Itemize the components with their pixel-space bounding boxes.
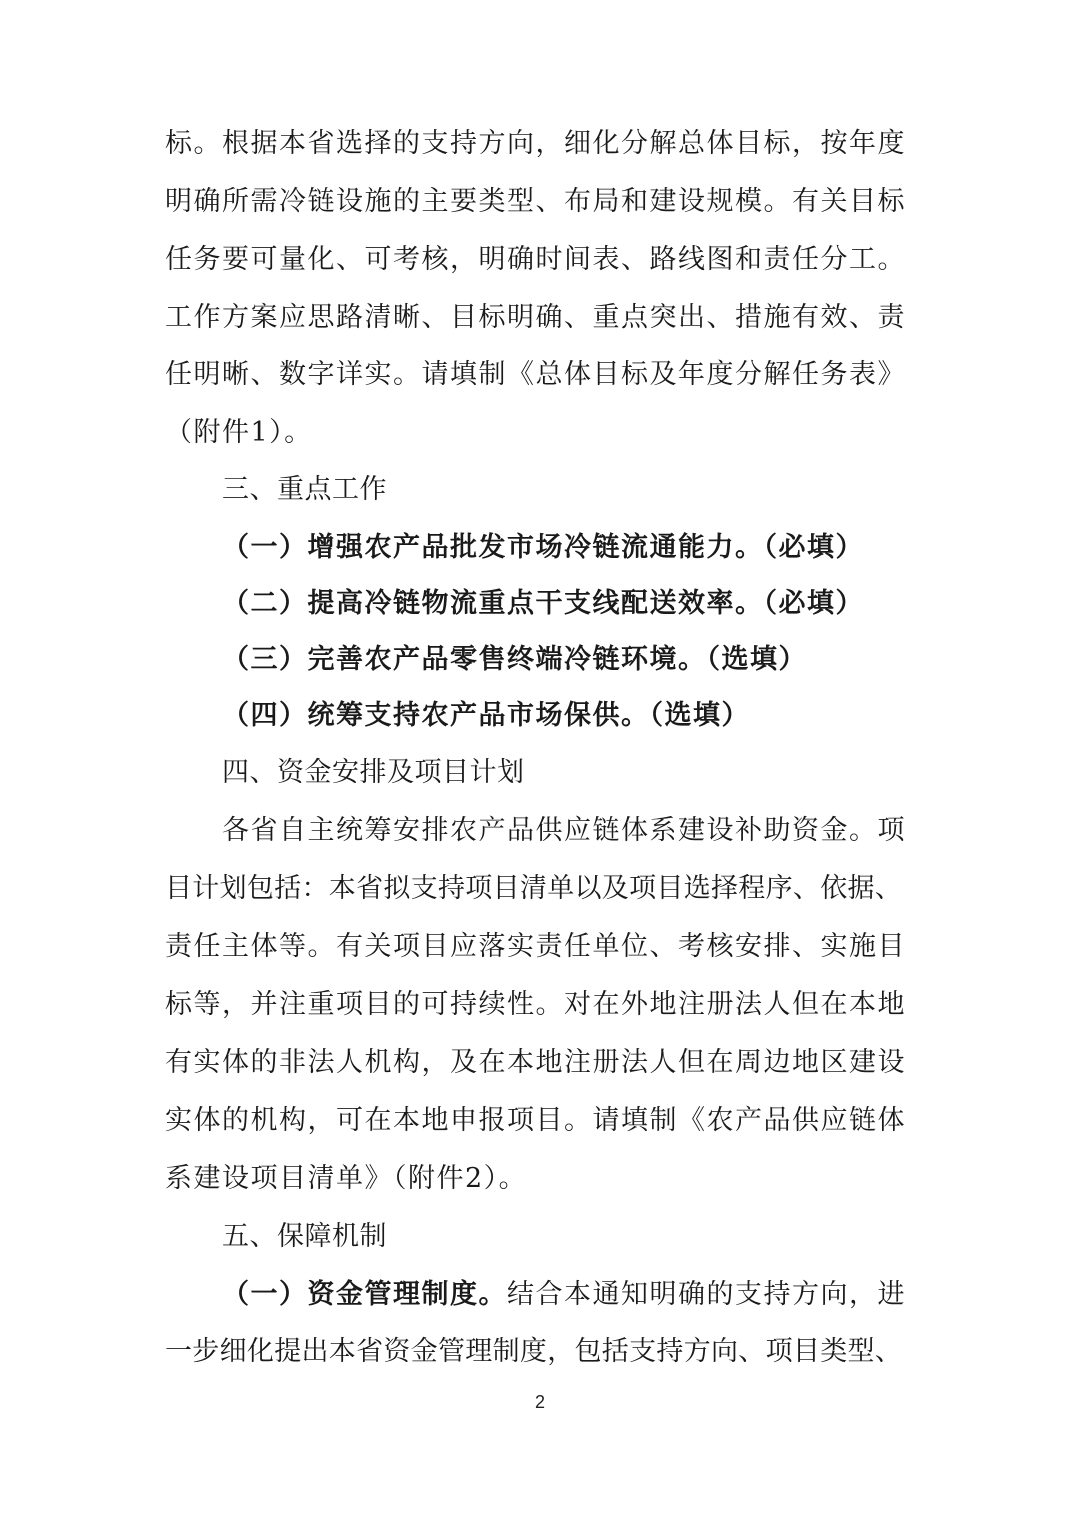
item-text: 结合本通知明确的支持方向，进 [507, 1279, 906, 1310]
paragraph-line: 各省自主统筹安排农产品供应链体系建设补助资金。项 [222, 815, 906, 846]
paragraph-line: 责任主体等。有关项目应落实责任单位、考核安排、实施目 [165, 931, 906, 962]
paragraph-line: 工作方案应思路清晰、目标明确、重点突出、措施有效、责 [165, 302, 906, 333]
key-work-item: （二）提高冷链物流重点干支线配送效率。（必填） [222, 588, 864, 619]
paragraph-line [222, 1275, 915, 1315]
paragraph-line: 目计划包括：本省拟支持项目清单以及项目选择程序、依据、 [165, 873, 903, 904]
key-work-item: （四）统筹支持农产品市场保供。（选填） [222, 700, 750, 731]
section-heading-safeguards: 五、保障机制 [222, 1221, 387, 1252]
key-work-item: （一）增强农产品批发市场冷链流通能力。（必填） [222, 532, 864, 563]
key-work-item: （三）完善农产品零售终端冷链环境。（选填） [222, 644, 807, 675]
paragraph-line: 任明晰、数字详实。请填制《总体目标及年度分解任务表》 [165, 359, 906, 390]
item-title-bold: （一）资金管理制度。 [222, 1279, 507, 1310]
paragraph-line: 任务要可量化、可考核，明确时间表、路线图和责任分工。 [165, 244, 906, 275]
paragraph-line: 一步细化提出本省资金管理制度，包括支持方向、项目类型、 [165, 1336, 903, 1367]
paragraph-line: 有实体的非法人机构，及在本地注册法人但在周边地区建设 [165, 1047, 906, 1078]
paragraph-line: 标。根据本省选择的支持方向，细化分解总体目标，按年度 [165, 128, 906, 159]
section-heading-funding: 四、资金安排及项目计划 [222, 757, 525, 788]
page-number: 2 [534, 1392, 545, 1412]
paragraph-line: （附件1）。 [165, 417, 313, 448]
paragraph-line: 标等，并注重项目的可持续性。对在外地注册法人但在本地 [165, 989, 906, 1020]
paragraph-line: 系建设项目清单》（附件2）。 [165, 1163, 528, 1194]
section-heading-key-work: 三、重点工作 [222, 474, 387, 505]
paragraph-line: 实体的机构，可在本地申报项目。请填制《农产品供应链体 [165, 1105, 906, 1136]
paragraph-line: 明确所需冷链设施的主要类型、布局和建设规模。有关目标 [165, 186, 906, 217]
